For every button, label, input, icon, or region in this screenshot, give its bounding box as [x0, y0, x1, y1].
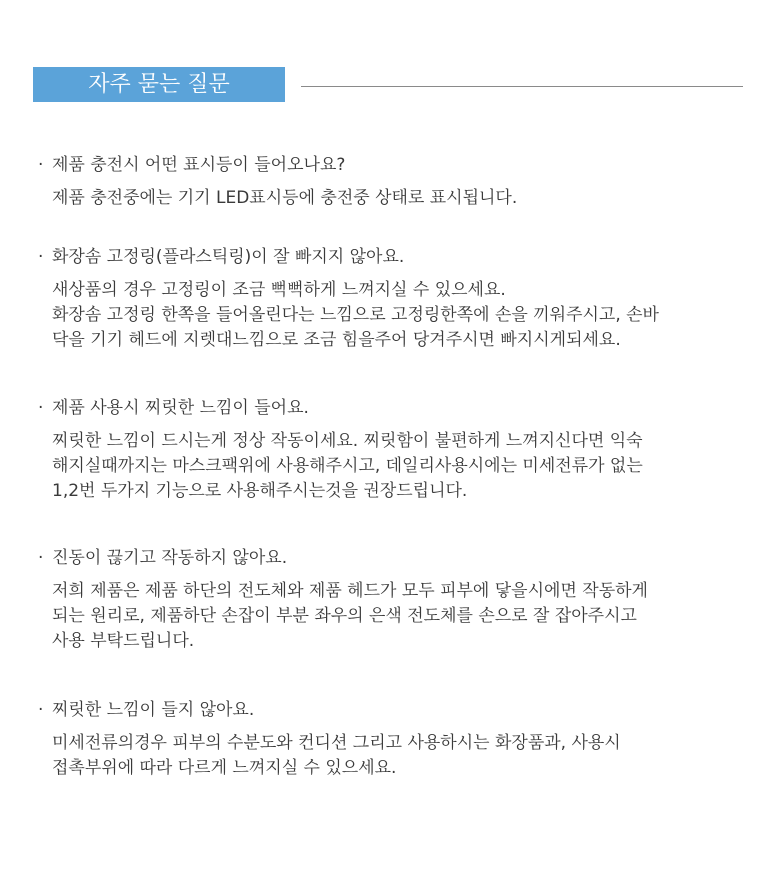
faq-item [38, 698, 753, 781]
header-divider [301, 86, 743, 87]
faq-answer-line: 새상품의 경우 고정링이 조금 뻑뻑하게 느껴지실 수 있으세요. [52, 280, 506, 300]
faq-answer-line: 제품 충전중에는 기기 LED표시등에 충전중 상태로 표시됩니다. [52, 188, 518, 208]
faq-answer-line: 접촉부위에 따라 다르게 느껴지실 수 있으세요. [52, 758, 397, 778]
faq-header [33, 67, 743, 102]
faq-answer [38, 731, 753, 781]
faq-item [38, 153, 753, 211]
faq-question-text: 진동이 끊기고 작동하지 않아요. [52, 548, 288, 568]
faq-question-text: 제품 충전시 어떤 표시등이 들어오나요? [52, 155, 346, 175]
faq-answer [38, 429, 753, 504]
faq-answer-line: 되는 원리로, 제품하단 손잡이 부분 좌우의 은색 전도체를 손으로 잘 잡아주시고 [52, 606, 637, 626]
faq-item [38, 396, 753, 504]
faq-question-text: 화장솜 고정링(플라스틱링)이 잘 빠지지 않아요. [52, 247, 405, 267]
faq-question-text: 제품 사용시 찌릿한 느낌이 들어요. [52, 398, 309, 418]
faq-answer-line: 화장솜 고정링 한쪽을 들어올린다는 느낌으로 고정링한쪽에 손을 끼워주시고, 손바 [52, 305, 659, 325]
faq-question-text: 찌릿한 느낌이 들지 않아요. [52, 700, 255, 720]
bullet-dot-icon: · [38, 398, 44, 418]
bullet-dot-icon: · [38, 247, 44, 267]
faq-question [38, 546, 753, 571]
faq-answer-line: 사용 부탁드립니다. [52, 631, 195, 651]
faq-question [38, 245, 753, 270]
faq-answer-line: 미세전류의경우 피부의 수분도와 컨디션 그리고 사용하시는 화장품과, 사용시 [52, 733, 621, 753]
faq-answer [38, 186, 753, 211]
bullet-dot-icon: · [38, 155, 44, 175]
page-title: 자주 묻는 질문 [33, 67, 285, 102]
bullet-dot-icon: · [38, 548, 44, 568]
faq-question [38, 396, 753, 421]
faq-question [38, 153, 753, 178]
bullet-dot-icon: · [38, 700, 44, 720]
faq-answer-line: 해지실때까지는 마스크팩위에 사용해주시고, 데일리사용시에는 미세전류가 없는 [52, 456, 643, 476]
faq-item [38, 245, 753, 353]
faq-answer-line: 저희 제품은 제품 하단의 전도체와 제품 헤드가 모두 피부에 닿을시에면 작동하게 [52, 581, 648, 601]
faq-answer [38, 579, 753, 654]
faq-answer-line: 닥을 기기 헤드에 지렛대느낌으로 조금 힘을주어 당겨주시면 빠지시게되세요. [52, 330, 621, 350]
faq-answer-line: 찌릿한 느낌이 드시는게 정상 작동이세요. 찌릿함이 불편하게 느껴지신다면 익숙 [52, 431, 643, 451]
faq-item [38, 546, 753, 654]
faq-answer [38, 278, 753, 353]
faq-answer-line: 1,2번 두가지 기능으로 사용해주시는것을 권장드립니다. [52, 481, 468, 501]
faq-question [38, 698, 753, 723]
